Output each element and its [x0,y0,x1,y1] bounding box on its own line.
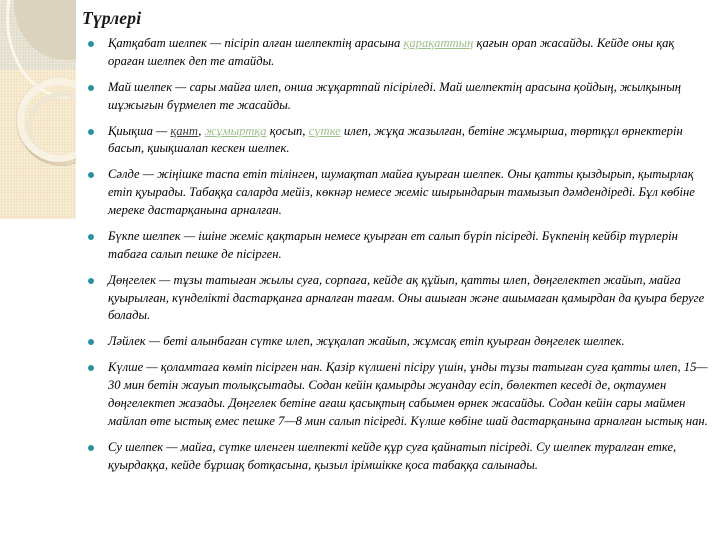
paragraph-text: қосып, [266,123,309,138]
bullet-dot-icon [88,41,94,47]
list-item [82,166,712,220]
page-title: Түрлері [82,8,142,28]
paragraph-text: Бүкпе шелпек — ішіне жеміс қақтарын немесе қуырған ет салып бүріп пісіреді. Бүкпенің кейбір түрлерін табаға салып пешке де пісірген. [108,228,678,261]
paragraph-text: Су шелпек — майға, сүтке иленген шелпекті кейде құр суға қайнатып пісіреді. Су шелпек туралған етке, қуырдаққа, кейде бұршақ ботқасына, қызыл ірімшікке қоса табаққа салынады. [108,439,677,472]
bullet-dot-icon [88,445,94,451]
bullet-dot-icon [88,278,94,284]
bullet-dot-icon [88,365,94,371]
list-item [82,333,712,351]
bullet-dot-icon [88,339,94,345]
paragraph-text: Ләйлек — беті алынбаған сүтке илеп, жұқалап жайып, жұмсақ етіп қуырған дөңгелек шелпек. [108,334,625,349]
bullet-dot-icon [88,234,94,240]
list-item [82,228,712,264]
slide-content [82,8,712,482]
list-item [82,359,712,431]
paragraph-text: Қиықша — [108,123,171,138]
paragraph-text: илеп, жұқа жазылған, бетіне жұмырша, төртқұл өрнектерін басып, қиықшалап кескен шелпек. [108,123,683,156]
paragraph-text: , [198,123,205,138]
list-item [82,123,712,159]
list-item [82,79,712,115]
paragraph-text: Май шелпек — сары майға илеп, онша жұқартпай пісіріледі. Май шелпектің арасына қойдың, жылқының шұжығын бүрмелеп те жасайды. [108,79,682,112]
paragraph-text: Сәлде — жіңішке таспа етіп тілінген, шумақтап майға қуырған шелпек. Оны қатты қыздырып, қытырлақ етіп қуырады. Табаққа саларда мейіз, көкнәр немесе жеміс шырындарын тамызып дәмдендіреді. Бұл көбіне мереке дастарқанына арналған. [108,167,695,217]
paragraph-text: Күлше — қоламтаға көміп пісірген нан. Қазір күлшені пісіру үшін, ұнды тұзы татыған суға қатты илеп, 15—30 мин бетін жауып толықсытады. Содан кейін қамырды жуандау есіп, бөлектеп кеседі де, оқтаумен дөңгелектеп жазады. Дөңгелек бетіне ағаш қасықтың сабымен өрнек жасайды. Содан кейін сары маймен майлап өте ыстық емес пешке 7—8 мин салып пісіреді. Күлше көбіне шай дастарқанына арналған ыстық нан. [108,360,708,428]
list-item [82,272,712,326]
bullet-list [82,35,712,474]
bullet-dot-icon [88,85,94,91]
list-item [82,439,712,475]
paragraph-text: Қатқабат шелпек — пісіріп алған шелпектің арасына [108,36,404,50]
decorative-side-panel [0,0,76,219]
paragraph-text: Дөңгелек — тұзы татыған жылы суға, сорпаға, кейде ақ құйып, қатты илеп, дөңгелектеп жайып, майға қуырылған, күнделікті дастарқанға арналған тағам. Оны ашыған және ашымаған қамырдан да қуыра беруге болады. [108,272,705,323]
bullet-dot-icon [88,129,94,135]
hyperlink-visited[interactable]: қант [170,123,199,138]
paragraph-text: қағын орап жасайды. Кейде оны қақ ораған шелпек деп те атайды. [108,36,675,68]
hyperlink[interactable]: жұмыртқа [204,123,267,138]
list-item [82,35,712,71]
bullet-dot-icon [88,172,94,178]
hyperlink[interactable]: қарақаттың [403,36,474,50]
hyperlink[interactable]: сүтке [308,123,341,138]
